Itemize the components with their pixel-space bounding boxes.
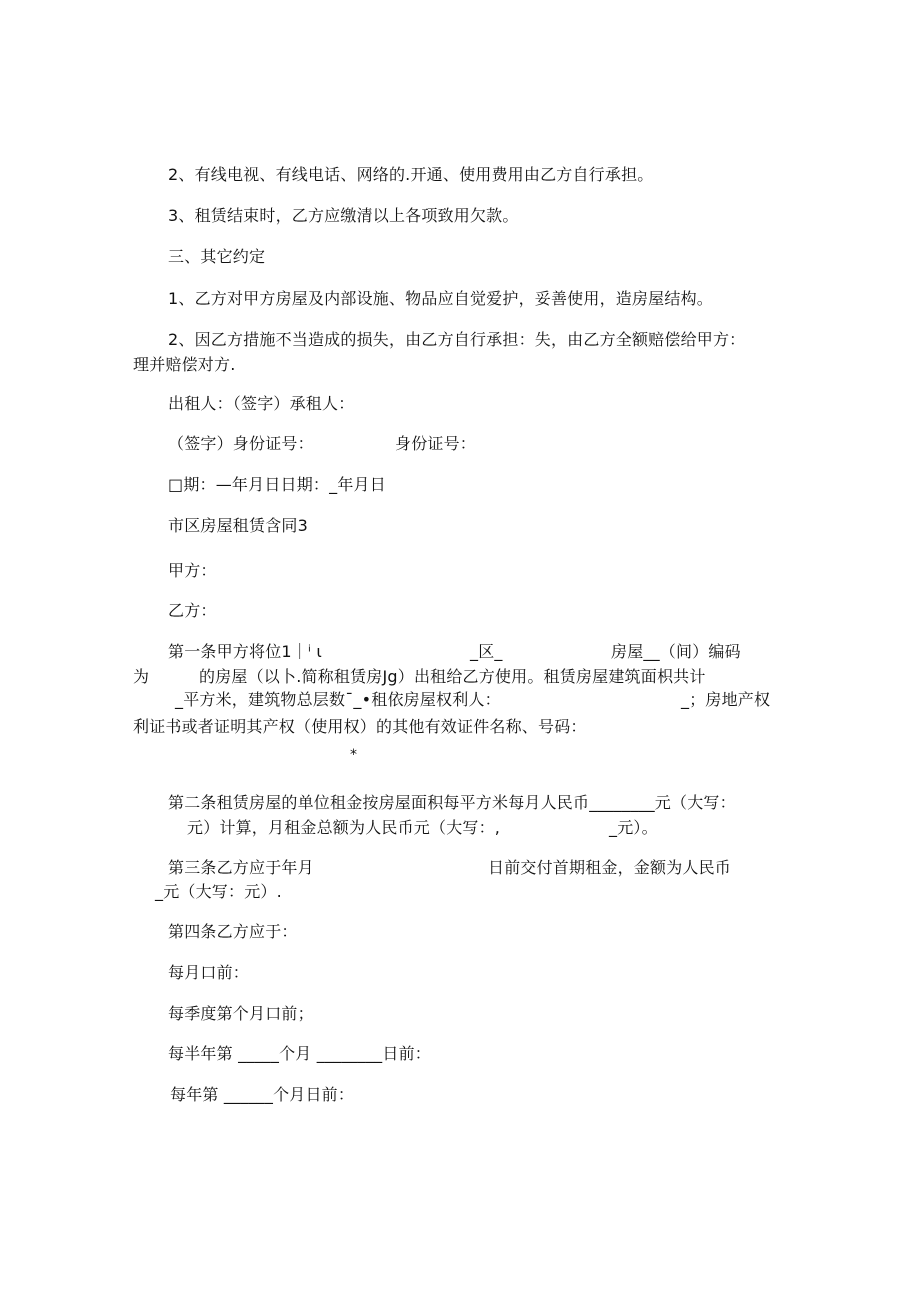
clause-line-3-arrears: 3、租赁结束时，乙方应缴清以上各项致用欠款。 [168,206,519,225]
article-1-line-2: 的房屋（以卜.简称租赁房Jg）出租给乙方使用。租赁房屋建筑面枳共计 [199,667,706,686]
article-4-yearly: 每年第 ______个月日前： [170,1085,355,1104]
date-line: □期：—年月日日期：_年月日 [168,475,386,494]
clause-line-2-loss-cont: 理并赔偿对方. [133,355,236,374]
article-1-certificate: _；房地产权 [681,690,771,709]
signature-line: 出租人：（签字）承租人： [168,394,355,413]
section-heading-other: 三、其它约定 [168,247,266,266]
contract-title: 市区房屋租赁含同3 [168,516,308,535]
article-4-monthly: 每月口前： [168,963,250,982]
id-number-line-right: 身份证号： [395,434,477,453]
article-3-line-2: _元（大写：元）. [155,882,282,901]
article-2-line-1: 第二条租赁房屋的单位租金按房屋面积每平方米每月人民币________元（大写： [168,793,736,812]
article-4-heading: 第四条乙方应于： [168,922,298,941]
clause-line-1-care: 1、乙方对甲方房屋及内部设施、物品应自觉爱护，妥善使用，造房屋结构。 [168,289,713,308]
article-1-start: 第一条甲方将位1｜ⁱ ι [168,642,322,661]
party-b-line: 乙方： [168,601,217,620]
clause-line-2-cable: 2、有线电视、有线电话、网络的.开通、使用费用由乙方自行承担。 [168,165,654,184]
article-1-wei: 为 [133,667,150,686]
party-a-line: 甲方： [168,561,217,580]
article-1-line-3: _平方米，建筑物总层数ˉ_•租依房屋权利人： [175,690,501,709]
clause-line-2-loss: 2、因乙方措施不当造成的损失，由乙方自行承担：失，由乙方全额赔偿给甲方： [168,330,746,349]
article-4-quarterly: 每季度第个月口前； [168,1004,314,1023]
article-2-line-2-end: _元）。 [609,818,658,837]
article-1-line-4: 利证书或者证明其产权（使用权）的其他有效证件名称、号码： [133,717,587,736]
article-1-district: _区_ [470,642,503,661]
article-3-line-1: 第三条乙方应于年月 [168,858,314,877]
article-2-line-2: 元）计算，月租金总额为人民币元（大写：, [187,818,501,837]
asterisk-mark: * [350,747,358,763]
id-number-line-left: （签字）身份证号： [168,434,314,453]
article-1-room: 房屋__（间）编码 [611,642,741,661]
article-3-line-1-end: 日前交付首期租金，金额为人民币 [488,858,732,877]
article-4-half-year: 每半年第 _____个月 ________日前： [168,1044,431,1063]
